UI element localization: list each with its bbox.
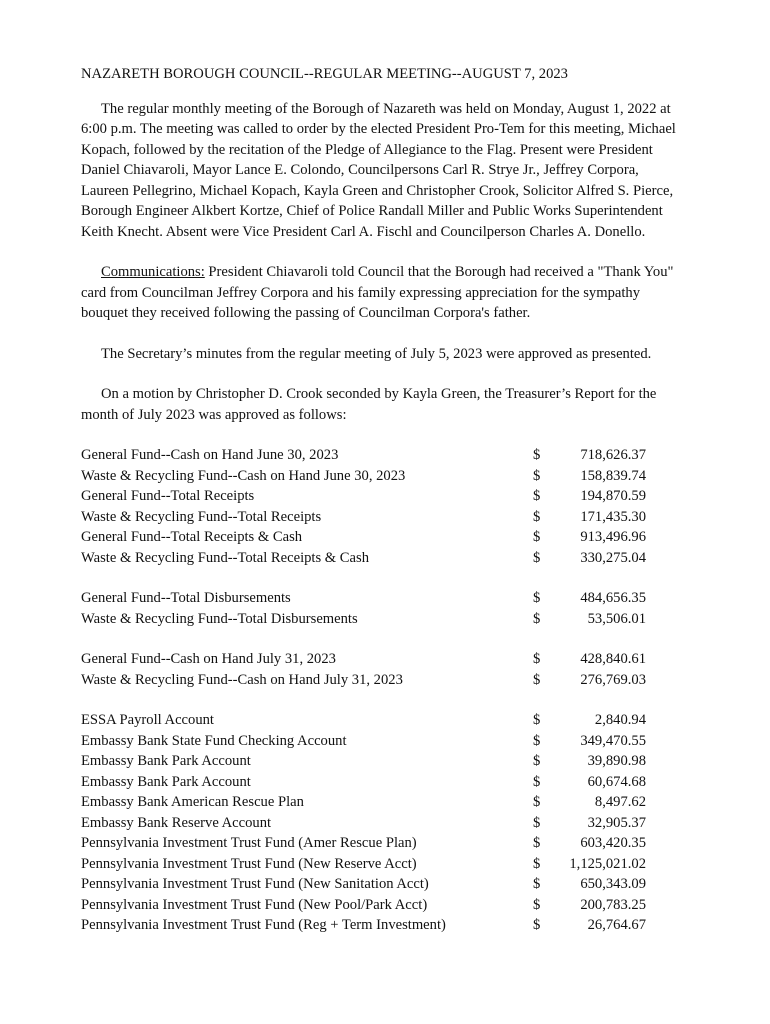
report-group <box>81 649 689 690</box>
report-row-amount: 330,275.04 <box>580 549 646 566</box>
dollar-sign: $ <box>533 712 541 728</box>
dollar-sign: $ <box>533 896 541 913</box>
report-row <box>81 772 689 793</box>
report-row <box>81 588 689 609</box>
dollar-sign: $ <box>533 610 541 627</box>
treasurer-report-table <box>81 445 689 936</box>
report-row <box>81 527 689 548</box>
report-row <box>81 792 689 813</box>
document-page <box>81 64 689 956</box>
report-row-amount: 8,497.62 <box>594 794 646 810</box>
report-group <box>81 710 689 936</box>
report-row-label: Pennsylvania Investment Trust Fund (Amer Rescue Plan) <box>81 835 417 851</box>
communications-body: President Chiavaroli told Council that the Borough had received a "Thank You" card from Councilman Jeffrey Corpora and his family expressing appreciation for the sympathy bouquet they received following the passing of Councilman Corpora's father. <box>81 264 674 321</box>
report-row <box>81 915 689 936</box>
report-row <box>81 710 689 731</box>
report-row-label: General Fund--Total Disbursements <box>81 590 291 606</box>
report-row-amount: 603,420.35 <box>580 835 646 851</box>
report-row <box>81 445 689 466</box>
report-row-label: Embassy Bank Reserve Account <box>81 814 272 831</box>
report-row-label: ESSA Payroll Account <box>81 712 214 728</box>
dollar-sign: $ <box>533 488 541 504</box>
report-row-amount: 913,496.96 <box>580 529 646 545</box>
report-group <box>81 588 689 629</box>
dollar-sign: $ <box>533 549 541 566</box>
dollar-sign: $ <box>533 732 541 749</box>
report-row <box>81 731 689 752</box>
report-row-label: Waste & Recycling Fund--Total Receipts & Cash <box>81 549 369 566</box>
report-row-amount: 194,870.59 <box>580 488 646 504</box>
opening-paragraph: The regular monthly meeting of the Borough of Nazareth was held on Monday, August 1, 2022 at 6:00 p.m. The meeting was called to order by the elected President Pro-Tem for this meeting, Michael Kopach, followed by the recitation of the Pledge of Allegiance to the Flag. Present were President Daniel Chiavaroli, Mayor Lance E. Colondo, Councilpersons Carl R. Strye Jr., Jeffrey Corpora, Laureen Pellegrino, Michael Kopach, Kayla Green and Christopher Crook, Solicitor Alfred S. Pierce, Borough Engineer Alkbert Kortze, Chief of Police Randall Miller and Public Works Superintendent Keith Knecht. Absent were Vice President Carl A. Fischl and Councilperson Charles A. Donello. <box>81 100 676 240</box>
minutes-paragraph: The Secretary’s minutes from the regular meeting of July 5, 2023 were approved as presented. <box>101 345 652 362</box>
report-row <box>81 813 689 834</box>
report-row <box>81 895 689 916</box>
report-row-label: Waste & Recycling Fund--Cash on Hand July 31, 2023 <box>81 671 403 688</box>
report-row-amount: 349,470.55 <box>580 732 646 749</box>
report-row-amount: 276,769.03 <box>580 671 646 688</box>
dollar-sign: $ <box>533 447 541 463</box>
report-row-label: Embassy Bank Park Account <box>81 753 251 769</box>
communications-paragraph <box>81 262 689 324</box>
report-row-amount: 484,656.35 <box>580 590 646 606</box>
dollar-sign: $ <box>533 855 541 872</box>
dollar-sign: $ <box>533 876 541 892</box>
report-row-amount: 39,890.98 <box>587 753 646 769</box>
report-row-label: Pennsylvania Investment Trust Fund (New Pool/Park Acct) <box>81 896 428 913</box>
report-row-amount: 428,840.61 <box>580 651 646 667</box>
report-row <box>81 833 689 854</box>
dollar-sign: $ <box>533 794 541 810</box>
report-row <box>81 854 689 875</box>
report-row <box>81 486 689 507</box>
report-row-label: Waste & Recycling Fund--Total Disbursements <box>81 610 358 627</box>
report-row <box>81 548 689 569</box>
dollar-sign: $ <box>533 814 541 831</box>
report-row-label: General Fund--Total Receipts & Cash <box>81 529 303 545</box>
report-row-label: General Fund--Cash on Hand June 30, 2023 <box>81 447 339 463</box>
report-row-label: Embassy Bank American Rescue Plan <box>81 794 304 810</box>
report-row-label: General Fund--Cash on Hand July 31, 2023 <box>81 651 336 667</box>
report-row <box>81 874 689 895</box>
dollar-sign: $ <box>533 651 541 667</box>
dollar-sign: $ <box>533 773 541 790</box>
report-row-label: Embassy Bank State Fund Checking Account <box>81 732 347 749</box>
report-row-label: Waste & Recycling Fund--Total Receipts <box>81 508 322 525</box>
report-row-label: Pennsylvania Investment Trust Fund (New Reserve Acct) <box>81 855 417 872</box>
report-row-amount: 60,674.68 <box>587 773 646 790</box>
dollar-sign: $ <box>533 467 541 484</box>
report-row-label: Waste & Recycling Fund--Cash on Hand June 30, 2023 <box>81 467 406 484</box>
report-row-amount: 2,840.94 <box>594 712 646 728</box>
dollar-sign: $ <box>533 753 541 769</box>
report-row-amount: 171,435.30 <box>580 508 646 525</box>
report-row <box>81 466 689 487</box>
dollar-sign: $ <box>533 835 541 851</box>
report-row-amount: 200,783.25 <box>580 896 646 913</box>
report-group <box>81 445 689 568</box>
report-row-amount: 158,839.74 <box>580 467 646 484</box>
report-row <box>81 649 689 670</box>
report-row-label: Embassy Bank Park Account <box>81 773 251 790</box>
report-row-amount: 1,125,021.02 <box>569 855 646 872</box>
report-row-amount: 650,343.09 <box>580 876 646 892</box>
dollar-sign: $ <box>533 529 541 545</box>
report-row <box>81 751 689 772</box>
report-row-amount: 53,506.01 <box>587 610 646 627</box>
report-row-label: Pennsylvania Investment Trust Fund (Reg + Term Investment) <box>81 917 446 933</box>
dollar-sign: $ <box>533 917 541 933</box>
report-row <box>81 609 689 630</box>
report-row-label: General Fund--Total Receipts <box>81 488 255 504</box>
document-title: NAZARETH BOROUGH COUNCIL--REGULAR MEETING--AUGUST 7, 2023 <box>81 66 568 82</box>
report-row <box>81 670 689 691</box>
report-row-label: Pennsylvania Investment Trust Fund (New Sanitation Acct) <box>81 876 429 892</box>
report-row-amount: 718,626.37 <box>580 447 646 463</box>
report-row-amount: 26,764.67 <box>587 917 646 933</box>
dollar-sign: $ <box>533 508 541 525</box>
communications-heading: Communications: <box>101 264 205 280</box>
dollar-sign: $ <box>533 671 541 688</box>
dollar-sign: $ <box>533 590 541 606</box>
treasurer-paragraph: On a motion by Christopher D. Crook seconded by Kayla Green, the Treasurer’s Report for the month of July 2023 was approved as follows: <box>81 386 657 423</box>
report-row <box>81 507 689 528</box>
report-row-amount: 32,905.37 <box>587 814 646 831</box>
